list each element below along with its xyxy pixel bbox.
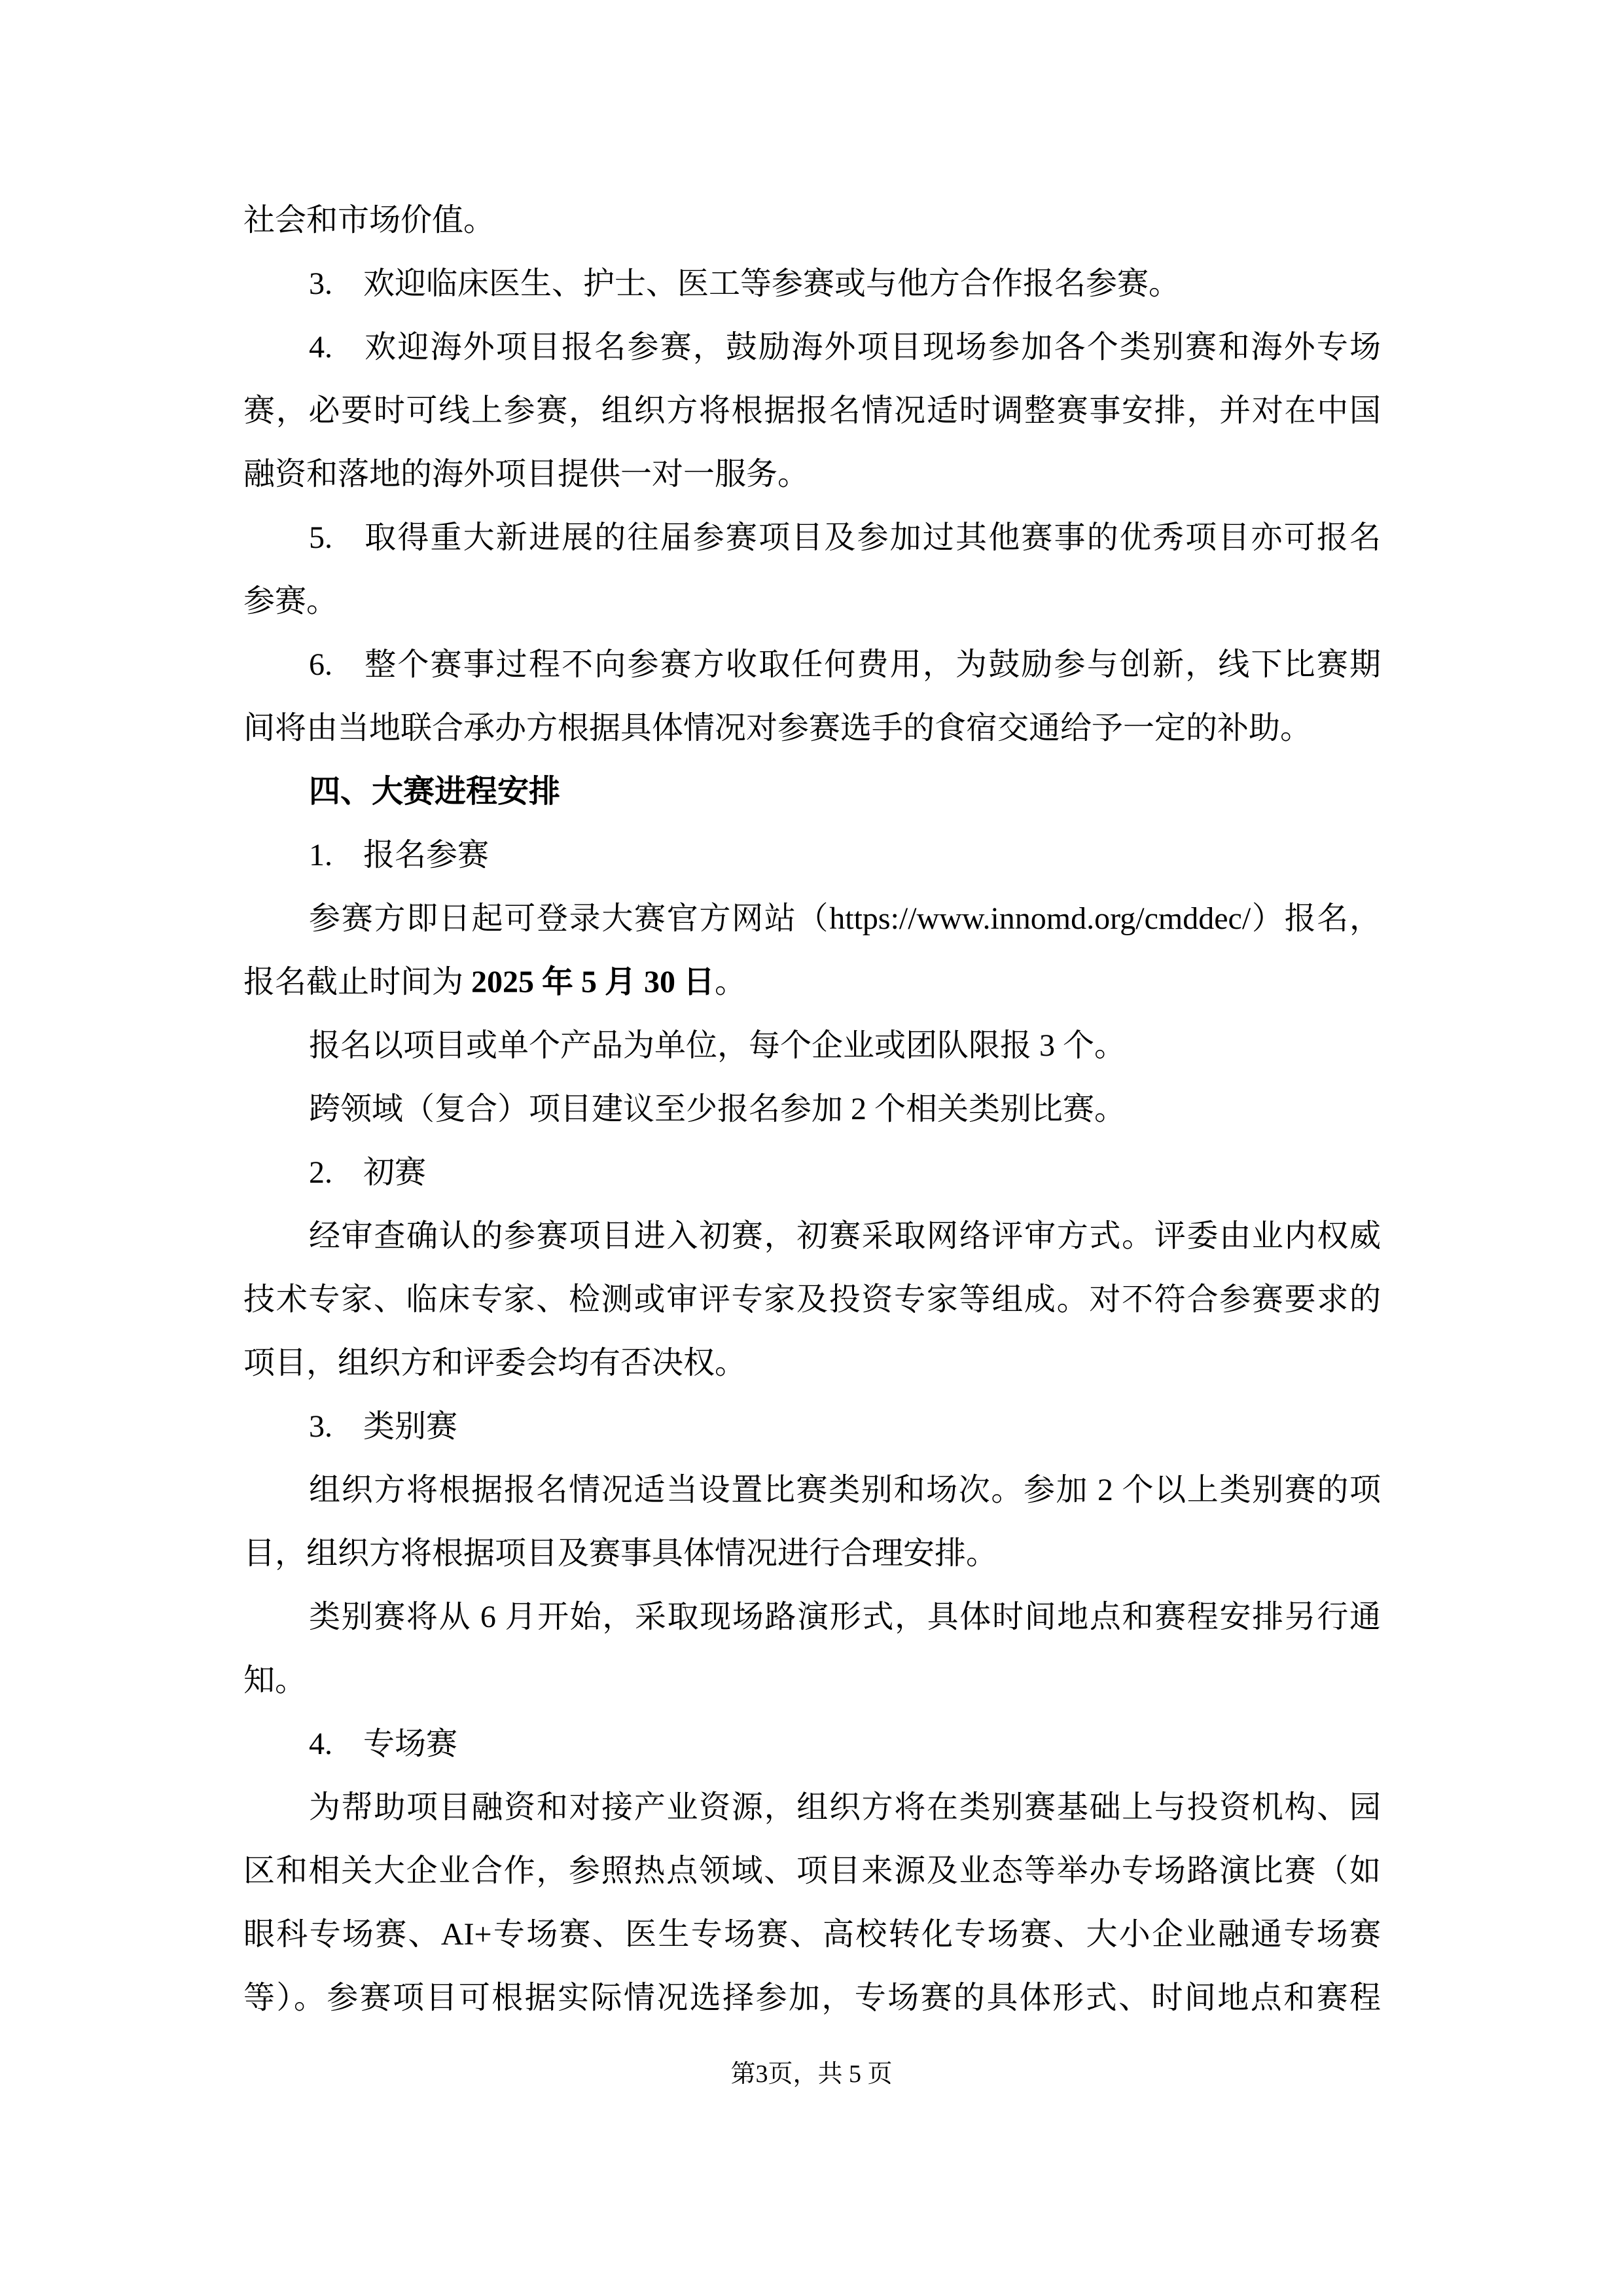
text-line [243, 1839, 1381, 1903]
text-segment: 项目，组织方和评委会均有否决权。 [243, 1346, 747, 1380]
text-line [243, 252, 1381, 315]
text-line [243, 887, 1381, 950]
text-segment: 技术专家、临床专家、检测或审评专家及投资专家等组成。对不符合参赛要求的 [243, 1282, 1381, 1317]
text-segment: 欢迎海外项目报名参赛，鼓励海外项目现场参加各个类别赛和海外专场 [363, 330, 1381, 365]
list-number: 3. [309, 1409, 332, 1444]
section-heading [243, 760, 1381, 823]
text-segment: 组织方将根据报名情况适当设置比赛类别和场次。参加 2 个以上类别赛的项 [309, 1473, 1381, 1507]
text-segment: 类别赛将从 6 月开始，采取现场路演形式，具体时间地点和赛程安排另行通 [309, 1600, 1381, 1634]
text-line [243, 950, 1381, 1014]
text-line [243, 1522, 1381, 1585]
text-line [243, 1776, 1381, 1839]
text-segment: 眼科专场赛、AI+专场赛、医生专场赛、高校转化专场赛、大小企业融通专场赛 [243, 1917, 1381, 1952]
text-segment: 知。 [243, 1663, 307, 1698]
text-segment: 取得重大新进展的往届参赛项目及参加过其他赛事的优秀项目亦可报名 [363, 520, 1381, 555]
list-number: 3. [309, 266, 332, 301]
text-segment: 等）。参赛项目可根据实际情况选择参加，专场赛的具体形式、时间地点和赛程 [243, 1981, 1381, 2015]
text-line [243, 1966, 1381, 2030]
list-number: 1. [309, 838, 332, 872]
list-number: 6. [309, 647, 332, 682]
text-segment: 参赛方即日起可登录大赛官方网站（https://www.innomd.org/cmddec/）报名， [309, 901, 1381, 936]
text-line [243, 1331, 1381, 1395]
page-number: 第3页，共 5 页 [730, 2060, 893, 2088]
text-line [243, 506, 1381, 569]
bold-text-segment: 2025 年 5 月 30 日 [471, 965, 715, 999]
text-line [243, 696, 1381, 760]
text-line [243, 1204, 1381, 1268]
text-line [243, 1458, 1381, 1522]
text-line [243, 1141, 1381, 1204]
text-segment: 报名以项目或单个产品为单位，每个企业或团队限报 3 个。 [309, 1028, 1126, 1063]
text-line [243, 379, 1381, 442]
text-line [243, 633, 1381, 696]
text-line [243, 1014, 1381, 1077]
text-line [243, 1712, 1381, 1776]
text-segment: 类别赛 [363, 1409, 458, 1444]
text-line [243, 1395, 1381, 1458]
text-line [243, 188, 1381, 252]
text-segment: 经审查确认的参赛项目进入初赛，初赛采取网络评审方式。评委由业内权威 [309, 1219, 1381, 1253]
text-line [243, 1903, 1381, 1966]
list-number: 4. [309, 1727, 332, 1761]
list-number: 4. [309, 330, 332, 365]
text-segment: 融资和落地的海外项目提供一对一服务。 [243, 457, 810, 492]
text-segment: 欢迎临床医生、护士、医工等参赛或与他方合作报名参赛。 [363, 266, 1181, 301]
bold-text-segment: 四、大赛进程安排 [309, 774, 561, 809]
text-segment: 初赛 [363, 1155, 427, 1190]
text-segment: 为帮助项目融资和对接产业资源，组织方将在类别赛基础上与投资机构、园 [309, 1790, 1381, 1825]
text-segment: 整个赛事过程不向参赛方收取任何费用，为鼓励参与创新，线下比赛期 [363, 647, 1381, 682]
text-line [243, 1077, 1381, 1141]
text-segment: 间将由当地联合承办方根据具体情况对参赛选手的食宿交通给予一定的补助。 [243, 711, 1312, 745]
text-line [243, 1649, 1381, 1712]
text-line [243, 315, 1381, 379]
text-segment: 报名参赛 [363, 838, 490, 872]
text-line [243, 823, 1381, 887]
list-number: 2. [309, 1155, 332, 1190]
text-line [243, 1268, 1381, 1331]
text-segment: 。 [715, 965, 747, 999]
text-segment: 参赛。 [243, 584, 338, 619]
text-segment: 报名截止时间为 [243, 965, 472, 999]
document-body [243, 188, 1381, 2030]
text-segment: 目，组织方将根据项目及赛事具体情况进行合理安排。 [243, 1536, 998, 1571]
text-segment: 赛，必要时可线上参赛，组织方将根据报名情况适时调整赛事安排，并对在中国 [243, 393, 1381, 428]
text-segment: 跨领域（复合）项目建议至少报名参加 2 个相关类别比赛。 [309, 1092, 1126, 1126]
text-line [243, 569, 1381, 633]
text-segment: 区和相关大企业合作，参照热点领域、项目来源及业态等举办专场路演比赛（如 [243, 1854, 1381, 1888]
text-segment: 社会和市场价值。 [243, 203, 495, 238]
text-line [243, 442, 1381, 506]
list-number: 5. [309, 520, 332, 555]
text-segment: 专场赛 [363, 1727, 458, 1761]
text-line [243, 1585, 1381, 1649]
